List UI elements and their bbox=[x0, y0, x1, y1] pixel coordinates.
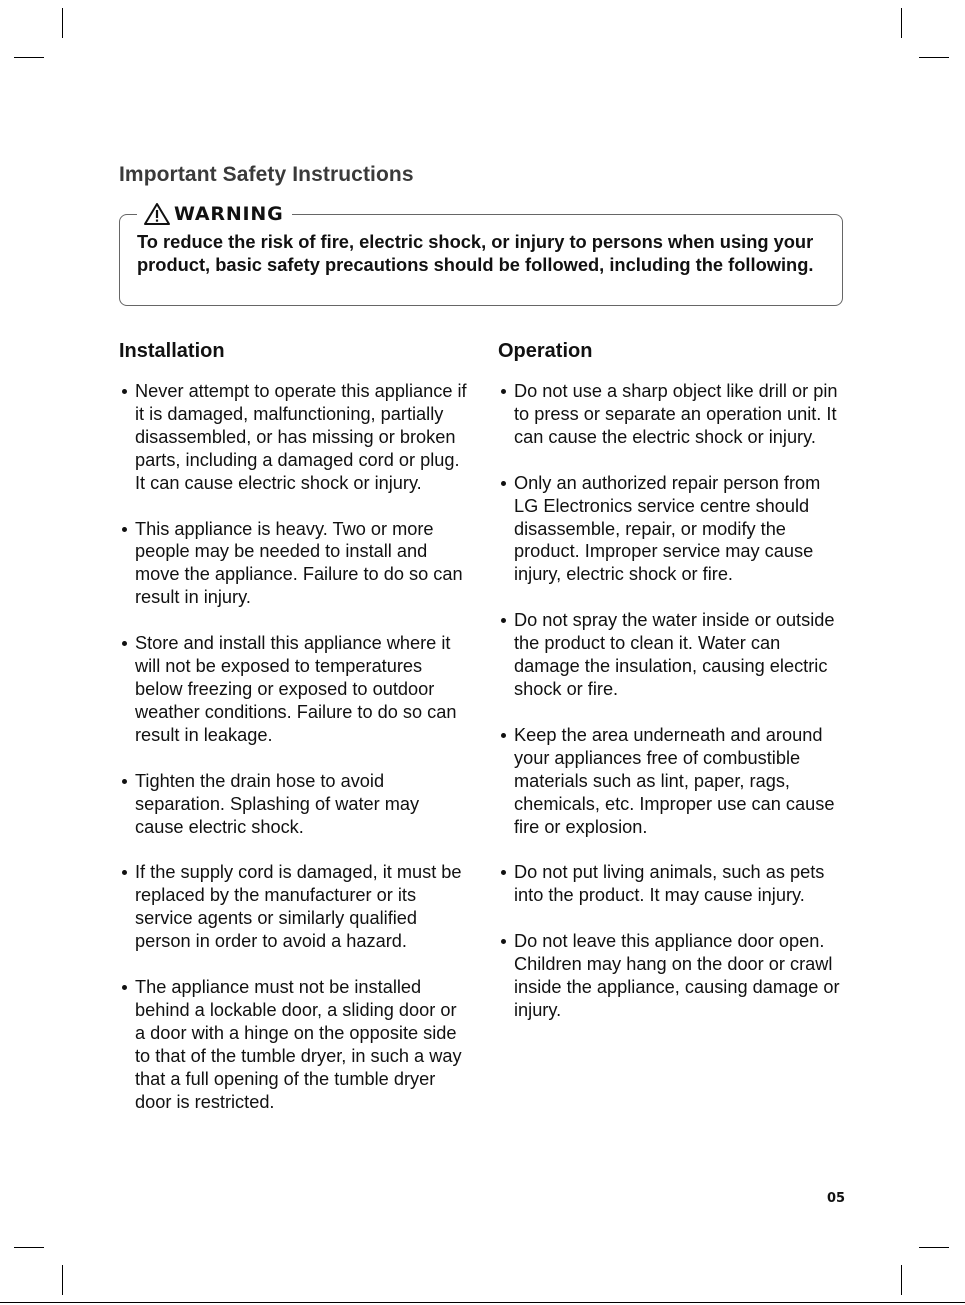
list-item: Keep the area underneath and around your appliances free of combustible materials such as lint, paper, rags, chemicals, etc. Improper use can cause fire or explosion. bbox=[498, 724, 848, 839]
installation-list bbox=[119, 380, 469, 1136]
operation-heading: Operation bbox=[498, 340, 593, 362]
crop-mark bbox=[14, 1247, 44, 1248]
list-item: Do not use a sharp object like drill or pin to press or separate an operation unit. It can cause the electric shock or injury. bbox=[498, 380, 848, 449]
list-item: Store and install this appliance where it will not be exposed to temperatures below freezing or exposed to outdoor weather conditions. Failure to do so can result in leakage. bbox=[119, 632, 469, 747]
crop-mark bbox=[62, 8, 63, 38]
list-item: Do not leave this appliance door open. Children may hang on the door or crawl inside the appliance, causing damage or injury. bbox=[498, 930, 848, 1022]
crop-mark bbox=[901, 1265, 902, 1295]
crop-mark bbox=[901, 8, 902, 38]
page-title: Important Safety Instructions bbox=[119, 163, 414, 186]
list-item: Tighten the drain hose to avoid separation. Splashing of water may cause electric shock. bbox=[119, 770, 469, 839]
warning-header bbox=[137, 201, 292, 227]
warning-label: WARNING bbox=[174, 203, 284, 225]
warning-triangle-icon bbox=[143, 202, 174, 226]
crop-mark bbox=[62, 1265, 63, 1295]
crop-mark bbox=[919, 1247, 949, 1248]
list-item: Only an authorized repair person from LG Electronics service centre should disassemble, repair, or modify the product. Improper service may cause injury, electric shock or fire. bbox=[498, 472, 848, 587]
page-number: 05 bbox=[827, 1191, 846, 1206]
operation-list bbox=[498, 380, 848, 1045]
list-item: If the supply cord is damaged, it must be replaced by the manufacturer or its service agents or similarly qualified person in order to avoid a hazard. bbox=[119, 861, 469, 953]
crop-mark bbox=[14, 57, 44, 58]
list-item: Never attempt to operate this appliance if it is damaged, malfunctioning, partially disassembled, or has missing or broken parts, including a damaged cord or plug. It can cause electric shock or injury. bbox=[119, 380, 469, 495]
bottom-rule bbox=[0, 1302, 965, 1303]
list-item: This appliance is heavy. Two or more people may be needed to install and move the appliance. Failure to do so can result in injury. bbox=[119, 518, 469, 610]
crop-mark bbox=[919, 57, 949, 58]
list-item: Do not put living animals, such as pets into the product. It may cause injury. bbox=[498, 861, 848, 907]
list-item: Do not spray the water inside or outside the product to clean it. Water can damage the insulation, causing electric shock or fire. bbox=[498, 609, 848, 701]
warning-text: To reduce the risk of fire, electric shock, or injury to persons when using your product, basic safety precautions should be followed, including the following. bbox=[137, 231, 814, 275]
installation-heading: Installation bbox=[119, 340, 225, 362]
list-item: The appliance must not be installed behind a lockable door, a sliding door or a door with a hinge on the opposite side to that of the tumble dryer, in such a way that a full opening of the tumble dryer door is restricted. bbox=[119, 976, 469, 1113]
